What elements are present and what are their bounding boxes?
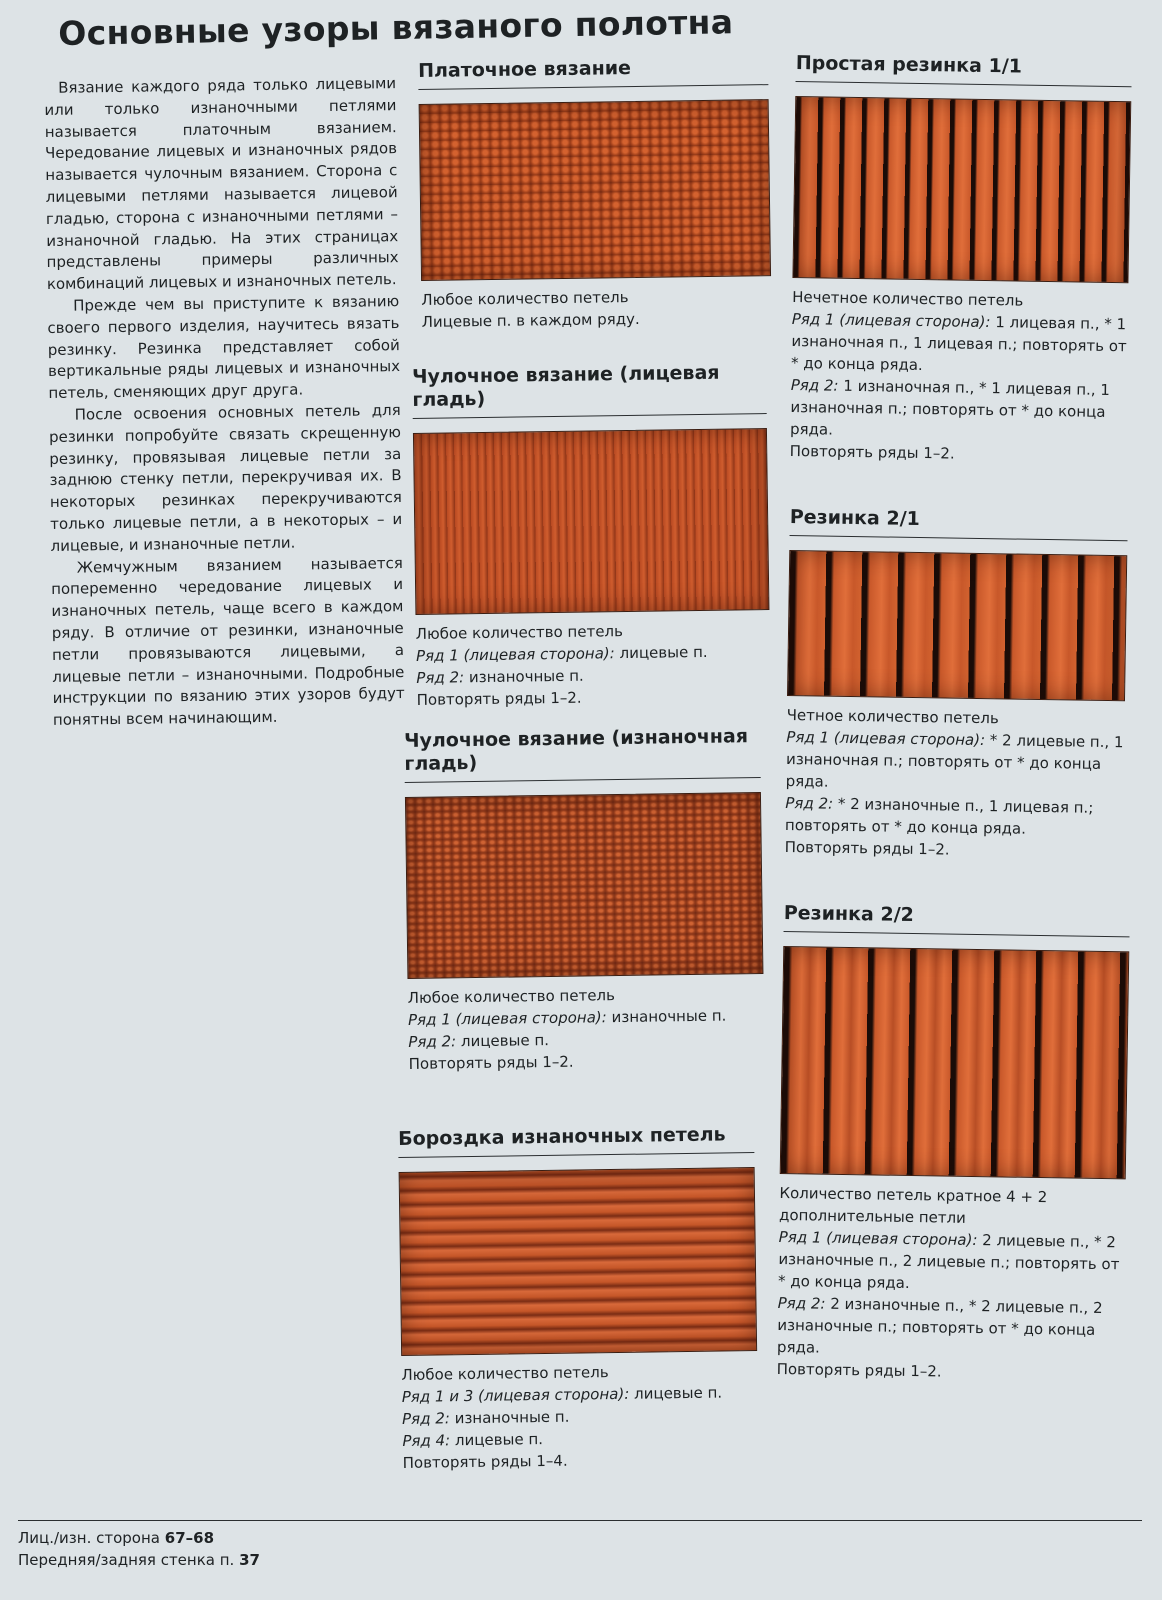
section-title: Резинка 2/2 [784, 902, 1130, 937]
row-label: Ряд 1 (лицевая сторона): [407, 1008, 607, 1029]
row-label: Ряд 1 (лицевая сторона): [791, 309, 991, 332]
row-label: Ряд 2: [785, 793, 834, 813]
footer-text: Лиц./изн. сторона [18, 1529, 165, 1547]
row-text: лицевые п. [629, 1383, 723, 1403]
caption-line: Любое количество петель [401, 1363, 609, 1384]
intro-paragraph: Вязание каждого ряда только лицевыми или только изнаночными петлями называется платочным вязанием. Чередование лицевых и изнаночных рядов называется чулочным вязанием. Сторона с лицевыми петлями называется лицевой гладью, сторона с изнаночными петлями – изнаночной гладью. На этих страницах представлены примеры различных комбинаций лицевых и изнаночных петель. [44, 74, 399, 294]
caption-line: Повторять ряды 1–2. [789, 441, 955, 463]
section-rib-1-1 [790, 52, 1132, 467]
section-title: Бороздка изнаночных петель [398, 1123, 754, 1158]
caption-line: Лицевые п. в каждом ряду. [421, 309, 640, 331]
footer-reference[interactable] [18, 1549, 1142, 1571]
row-text: изнаночные п. [464, 666, 584, 687]
rib-1-1-swatch-image [792, 96, 1131, 283]
intro-paragraph: Жемчужным вязанием называется попеременно чередование лицевых и изнаночных петель, чаще всего в каждом ряду. В отличие от резинки, изнаночные петли провязываются лицевыми, а лицевые петли – изнаночными. Подробные инструкции по вязанию этих узоров будут понятны всем начинающим. [51, 553, 405, 730]
section-caption [421, 284, 772, 333]
caption-line: Количество петель кратное 4 + 2 дополнительные петли [778, 1183, 1048, 1227]
reverse-stockinette-swatch-image [405, 792, 764, 979]
section-title: Чулочное вязание (лицевая гладь) [412, 361, 767, 419]
intro-paragraph: Прежде чем вы приступите к вязанию своего первого изделия, научитесь вязать резинку. Резинка представляет собой вертикальные ряды лицевых и изнаночных петель, сменяющих друг друга. [47, 292, 401, 403]
section-rib-2-1 [784, 506, 1127, 863]
row-label: Ряд 1 и 3 (лицевая сторона): [401, 1384, 630, 1406]
row-text: 1 лицевая п., * 1 изнаночная п., 1 лицевая п.; повторять от * до конца ряда. [790, 313, 1127, 375]
row-text: 2 изнаночные п., * 2 лицевые п., 2 изнаночные п.; повторять от * до конца ряда. [776, 1294, 1103, 1357]
section-caption [784, 704, 1124, 863]
section-title: Чулочное вязание (изнаночная гладь) [404, 725, 761, 783]
row-label: Ряд 4: [402, 1431, 451, 1450]
caption-line: Любое количество петель [421, 288, 629, 309]
section-ridge [398, 1123, 759, 1474]
row-text: лицевые п. [456, 1031, 550, 1051]
row-label: Ряд 2: [408, 1032, 457, 1051]
section-garter [418, 55, 772, 333]
section-caption [776, 1182, 1125, 1385]
caption-line: Четное количество петель [786, 705, 999, 728]
caption-line: Повторять ряды 1–2. [784, 837, 950, 859]
footer-pages: 37 [239, 1551, 260, 1569]
section-title: Простая резинка 1/1 [796, 52, 1132, 87]
row-text: * 2 изнаночные п., 1 лицевая п.; повторять от * до конца ряда. [784, 794, 1094, 838]
rib-2-2-swatch-image [780, 946, 1130, 1179]
footer-reference[interactable] [18, 1527, 1142, 1549]
section-rib-2-2 [776, 902, 1129, 1385]
section-title: Платочное вязание [418, 55, 768, 90]
section-reverse-stockinette [404, 725, 765, 1075]
row-text: лицевые п. [450, 1430, 544, 1450]
rib-2-1-swatch-image [787, 550, 1127, 701]
row-label: Ряд 1 (лицевая сторона): [778, 1227, 978, 1250]
caption-line: Повторять ряды 1–4. [402, 1451, 568, 1472]
caption-line: Нечетное количество петель [792, 287, 1024, 310]
row-label: Ряд 2: [790, 375, 839, 395]
ridge-swatch-image [399, 1167, 758, 1356]
caption-line: Любое количество петель [407, 986, 616, 1007]
stockinette-swatch-image [413, 428, 770, 615]
caption-line: Повторять ряды 1–2. [416, 688, 582, 709]
section-caption [790, 286, 1129, 467]
section-caption [408, 982, 765, 1075]
row-text: 2 лицевые п., * 2 изнаночные п., 2 лицевые п.; повторять от * до конца ряда. [777, 1231, 1120, 1293]
section-caption [401, 1359, 759, 1474]
page-footer [18, 1520, 1142, 1571]
caption-line: Повторять ряды 1–2. [408, 1052, 574, 1073]
caption-line: Любое количество петель [415, 622, 624, 643]
page-title: Основные узоры вязаного полотна [58, 2, 734, 53]
section-caption [416, 618, 771, 711]
footer-text: Передняя/задняя стенка п. [18, 1551, 240, 1569]
row-label: Ряд 1 (лицевая сторона): [415, 644, 615, 665]
row-label: Ряд 2: [416, 668, 465, 687]
row-text: * 2 лицевые п., 1 изнаночная п.; повторять от * до конца ряда. [785, 731, 1124, 791]
row-text: 1 изнаночная п., * 1 лицевая п., 1 изнаночная п.; повторять от * до конца ряда. [789, 376, 1111, 439]
footer-pages: 67–68 [164, 1529, 215, 1547]
section-title: Резинка 2/1 [790, 506, 1128, 541]
section-stockinette [412, 361, 771, 711]
intro-paragraph: После освоения основных петель для резинки попробуйте связать скрещенную резинку, провязывая лицевые петли за заднюю стенку петли, перекручивая их. В некоторых резинках перекручиваются только лицевые петли, а в некоторых – и лицевые, и изнаночные петли. [48, 401, 403, 555]
row-label: Ряд 1 (лицевая сторона): [786, 727, 986, 750]
row-label: Ряд 2: [401, 1409, 450, 1428]
intro-text [44, 73, 405, 732]
row-text: изнаночные п. [606, 1006, 727, 1027]
row-label: Ряд 2: [777, 1293, 826, 1313]
row-text: лицевые п. [614, 642, 708, 663]
caption-line: Повторять ряды 1–2. [776, 1359, 942, 1381]
garter-swatch-image [419, 99, 771, 281]
row-text: изнаночные п. [449, 1407, 570, 1428]
